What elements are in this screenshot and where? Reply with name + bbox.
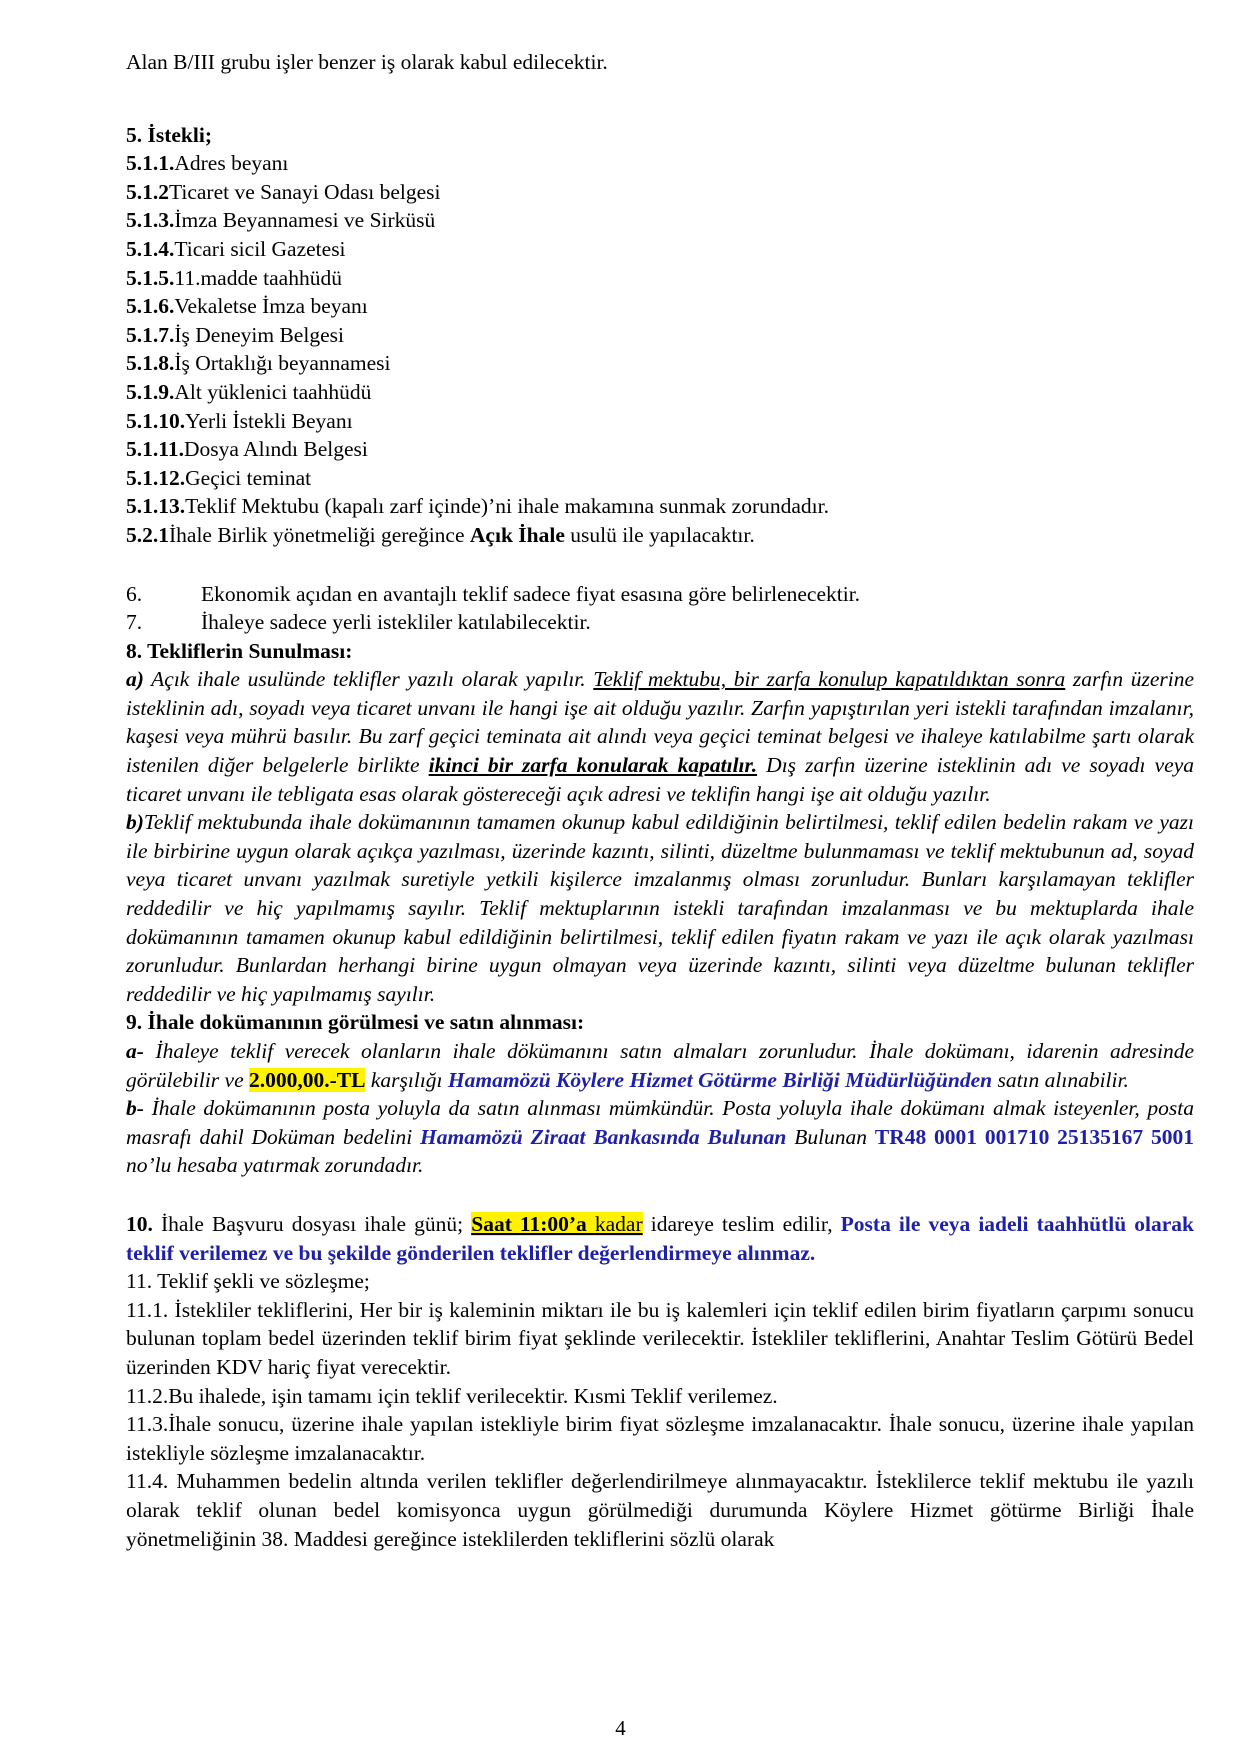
item-text: Alt yüklenici taahhüdü	[174, 379, 372, 404]
label-b: b-	[126, 1096, 144, 1121]
item-number: 5.1.5.	[126, 265, 175, 290]
item-number: 5.1.9.	[126, 379, 175, 404]
section-11-3: 11.3.İhale sonucu, üzerine ihale yapılan istekliyle birim fiyat sözleşme imzalanacaktır. İhale sonucu, üzerine ihale yapılan istekliyle sözleşme imzalanacaktır.	[126, 1412, 1194, 1465]
org-name: Hamamözü Köylere Hizmet Götürme Birliği Müdürlüğünden	[447, 1067, 993, 1092]
text: İhale Başvuru dosyası ihale günü;	[152, 1211, 472, 1236]
item-number: 5.1.10.	[126, 408, 186, 433]
list-item	[126, 264, 1194, 293]
item-number: 5.1.13.	[126, 494, 186, 519]
list-item	[126, 206, 1194, 235]
item-text: Geçici teminat	[185, 465, 312, 490]
section-6-number: 6.	[126, 581, 143, 606]
section-8-b	[126, 808, 1194, 1008]
list-item	[126, 235, 1194, 264]
bank-name: Hamamözü Ziraat Bankasında Bulunan	[420, 1124, 787, 1149]
item-number: 5.1.7.	[126, 322, 175, 347]
section-6-text: Ekonomik açıdan en avantajlı teklif sadece fiyat esasına göre belirlenecektir.	[201, 581, 861, 606]
section-11-2: 11.2.Bu ihalede, işin tamamı için teklif verilecektir. Kısmi Teklif verilemez.	[126, 1383, 778, 1408]
underlined-text: Teklif mektubu, bir zarfa konulup kapatıldıktan sonra	[593, 667, 1066, 692]
section-11-heading: 11. Teklif şekli ve sözleşme;	[126, 1269, 370, 1294]
item-text: Ticari sicil Gazetesi	[174, 236, 346, 261]
list-item	[126, 321, 1194, 350]
emphasis-text: ikinci bir zarfa konularak kapatılır.	[428, 753, 758, 778]
item-number: 5.2.1	[126, 522, 169, 547]
item-text: Teklif Mektubu (kapalı zarf içinde)’ni ihale makamına sunmak zorundadır.	[185, 494, 829, 519]
text: Teklif mektubunda ihale dokümanının tamamen okunup kabul edildiğinin belirtilmesi, teklif edilen bedelin rakam ve yazı ile birbirine uygun olarak açıkça yazılması, üzerinde kazıntı, silinti, düzeltme bulunmaması ve teklif mektubunun ad, soyad veya ticaret unvanı yazılmak suretiyle yetkili kişilerce imzalanmış olması zorunludur. Bunları karşılamayan teklifler reddedilir ve hiç yapılmamış sayılır. Teklif mektuplarının istekli tarafından imzalanması ve bu mektuplarda ihale dokümanının tamamen okunup kabul edildiğinin belirtilmesi, teklif edilen fiyatın rakam ve yazı ile açık olarak yazılması zorunludur. Bunlardan herhangi birine uygun olmayan veya üzerinde kazıntı, silinti veya düzeltme bulunan teklifler reddedilir ve hiç yapılmamış sayılır.	[126, 810, 1194, 1006]
item-text: Dosya Alındı Belgesi	[183, 437, 368, 462]
label-a: a-	[126, 1039, 144, 1063]
item-bold: Açık İhale	[469, 522, 565, 547]
text: no’lu hesaba yatırmak zorundadır.	[126, 1153, 424, 1178]
item-text: Vekaletse İmza beyanı	[174, 294, 368, 319]
intro-line: Alan B/III grubu işler benzer iş olarak kabul edilecektir.	[126, 50, 608, 74]
item-number: 5.1.4.	[126, 236, 175, 261]
label-b: b)	[126, 810, 144, 835]
list-item	[126, 378, 1194, 407]
section-7-number: 7.	[126, 610, 143, 635]
text: İhale dokümanının posta yoluyla da satın alınması mümkündür. Posta yoluyla ihale dokümanı almak isteyenler, posta masrafı dahil Doküman bedelini	[126, 1096, 1194, 1149]
iban: TR48 0001 001710 25135167 5001	[874, 1124, 1194, 1149]
section-7-text: İhaleye sadece yerli istekliler katılabilecektir.	[201, 610, 591, 635]
section-11-1: 11.1. İstekliler tekliflerini, Her bir iş kaleminin miktarı ile bu iş kalemleri için teklif edilen birim fiyatların çarpımı sonucu bulunan toplam bedel üzerinden teklif birim fiyat şeklinde verilecektir. İstekliler tekliflerini, Anahtar Teslim Götürü Bedel üzerinden KDV hariç fiyat verecektir.	[126, 1297, 1194, 1379]
section-9-heading: 9. İhale dokümanının görülmesi ve satın alınması:	[126, 1010, 585, 1035]
text: İhaleye teklif verecek olanların ihale dökümanını satın almaları zorunludur. İhale dokümanı, idarenin adresinde görülebilir ve	[126, 1039, 1194, 1092]
item-number: 5.1.6.	[126, 294, 175, 319]
section-10-number: 10.	[126, 1211, 153, 1236]
text: Açık ihale usulünde teklifler yazılı olarak yapılır.	[143, 667, 594, 692]
item-text: 11.madde taahhüdü	[174, 265, 342, 290]
item-text: Adres beyanı	[174, 151, 289, 176]
list-item	[126, 492, 1194, 521]
list-item	[126, 407, 1194, 436]
section-5-2-1	[126, 521, 1194, 550]
item-text: Ticaret ve Sanayi Odası belgesi	[169, 179, 441, 204]
label-a: a)	[126, 667, 144, 692]
item-text: Yerli İstekli Beyanı	[185, 408, 353, 433]
item-number: 5.1.11.	[126, 437, 184, 462]
price-highlight: 2.000,00.-TL	[249, 1067, 366, 1092]
text: satın alınabilir.	[992, 1067, 1129, 1092]
item-number: 5.1.8.	[126, 351, 175, 376]
time-highlight: Saat 11:00’a	[471, 1211, 595, 1236]
section-8-a	[126, 665, 1194, 808]
document-page	[126, 48, 1194, 1553]
section-9-b	[126, 1094, 1194, 1180]
warning-text: Posta ile veya iadeli taahhütlü olarak teklif verilemez ve bu şekilde gönderilen teklifler değerlendirmeye alınmaz.	[126, 1211, 1194, 1265]
item-text: İş Deneyim Belgesi	[174, 322, 344, 347]
section-10	[126, 1210, 1194, 1267]
section-6	[126, 580, 1194, 609]
list-item	[126, 464, 1194, 493]
item-text: İhale Birlik yönetmeliği gereğince	[169, 522, 470, 547]
item-number: 5.1.1.	[126, 151, 175, 176]
list-item	[126, 178, 1194, 207]
list-item	[126, 149, 1194, 178]
section-5-list	[126, 149, 1194, 521]
section-7	[126, 608, 1194, 637]
item-number: 5.1.2	[126, 179, 169, 204]
list-item	[126, 292, 1194, 321]
text: Dış zarfın üzerine isteklinin adı ve soyadı veya ticaret unvanı ile tebligata esas olarak göstereceği açık adresi ve teklifin hangi işe ait olduğu yazılır.	[126, 753, 1194, 806]
section-5-heading: 5. İstekli;	[126, 122, 212, 147]
section-11-4: 11.4. Muhammen bedelin altında verilen teklifler değerlendirilmeye alınmayacaktır. İsteklilerce teklif mektubu ile yazılı olarak teklif olunan bedel komisyonca uygun görülmediği durumunda Köylere Hizmet götürme Birliği İhale yönetmeliğinin 38. Maddesi gereğince isteklilerden tekliflerini sözlü olarak	[126, 1469, 1194, 1551]
item-number: 5.1.3.	[126, 208, 175, 233]
text: zarfın üzerine isteklinin adı, soyadı veya ticaret unvanı ile hangi işe ait olduğu yazılır. Zarfın yapıştırılan yeri istekli tarafından imzalanır, kaşesi veya mührü basılır. Bu zarf geçici teminata ait alındı veya geçici teminat belgesi ve ihaleye katılabilme şartı olarak istenilen diğer belgelerle birlikte	[126, 667, 1194, 778]
section-8-heading: 8. Tekliflerin Sunulması:	[126, 638, 353, 663]
item-text: İş Ortaklığı beyannamesi	[174, 351, 391, 376]
section-9-a	[126, 1037, 1194, 1094]
time-highlight-2: kadar	[594, 1211, 643, 1236]
list-item	[126, 349, 1194, 378]
page-number: 4	[615, 1716, 626, 1740]
text: idareye teslim edilir,	[642, 1211, 841, 1236]
text: karşılığı	[365, 1067, 448, 1092]
item-text: İmza Beyannamesi ve Sirküsü	[174, 208, 436, 233]
list-item	[126, 435, 1194, 464]
text: Bulunan	[786, 1124, 875, 1149]
item-number: 5.1.12.	[126, 465, 186, 490]
item-text-end: usulü ile yapılacaktır.	[564, 522, 755, 547]
